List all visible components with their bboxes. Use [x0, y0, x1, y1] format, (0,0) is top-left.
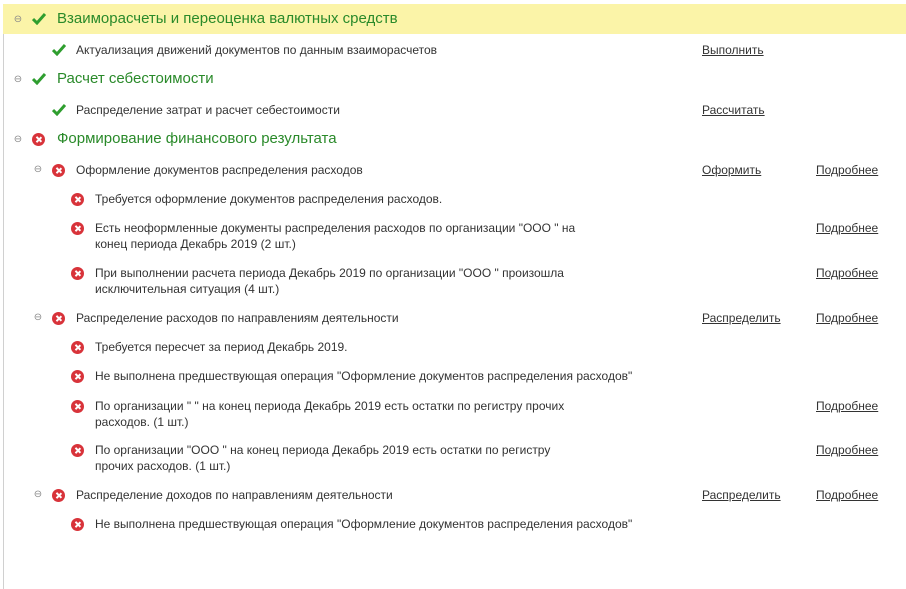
error-icon	[71, 222, 84, 235]
register-link[interactable]: Оформить	[702, 163, 762, 177]
error-icon	[71, 267, 84, 280]
error-icon	[71, 341, 84, 354]
section-title-financial-result[interactable]: Формирование финансового результата	[57, 130, 337, 147]
error-message-line2: исключительная ситуация (4 шт.)	[95, 282, 280, 296]
operation-label: Распределение доходов по направлениям деятельности	[76, 488, 393, 502]
operation-label: Распределение затрат и расчет себестоимости	[76, 103, 340, 117]
details-link[interactable]: Подробнее	[816, 221, 879, 235]
details-link[interactable]: Подробнее	[816, 399, 879, 413]
check-icon	[52, 104, 64, 116]
check-icon	[52, 44, 64, 56]
panel-border	[3, 34, 4, 589]
error-icon	[52, 164, 65, 177]
error-icon	[52, 312, 65, 325]
error-icon	[71, 400, 84, 413]
error-icon	[71, 444, 84, 457]
collapse-icon[interactable]: ⊖	[13, 134, 23, 145]
error-message-line2: расходов. (1 шт.)	[95, 415, 189, 429]
error-message-line1: При выполнении расчета периода Декабрь 2019 по организации "ООО " произошла	[95, 266, 564, 280]
error-message: Требуется оформление документов распределения расходов.	[95, 192, 443, 206]
error-message: Не выполнена предшествующая операция "Оформление документов распределения расходов"	[95, 517, 633, 531]
error-message-line2: прочих расходов. (1 шт.)	[95, 459, 231, 473]
error-message-line1: По организации "ООО " на конец периода Декабрь 2019 есть остатки по регистру	[95, 443, 551, 457]
collapse-icon[interactable]: ⊖	[33, 164, 43, 175]
error-icon	[32, 133, 45, 146]
distribute-link[interactable]: Распределить	[702, 311, 781, 325]
collapse-icon[interactable]: ⊖	[33, 489, 43, 500]
check-icon	[32, 73, 44, 85]
distribute-link[interactable]: Распределить	[702, 488, 781, 502]
details-link[interactable]: Подробнее	[816, 163, 879, 177]
calculate-link[interactable]: Рассчитать	[702, 103, 765, 117]
details-link[interactable]: Подробнее	[816, 266, 879, 280]
error-message: Не выполнена предшествующая операция "Оформление документов распределения расходов"	[95, 369, 633, 383]
operation-label: Распределение расходов по направлениям деятельности	[76, 311, 399, 325]
operation-label: Актуализация движений документов по данным взаиморасчетов	[76, 43, 438, 57]
details-link[interactable]: Подробнее	[816, 443, 879, 457]
execute-link[interactable]: Выполнить	[702, 43, 764, 57]
operation-label: Оформление документов распределения расходов	[76, 163, 363, 177]
error-icon	[71, 518, 84, 531]
details-link[interactable]: Подробнее	[816, 311, 879, 325]
error-icon	[71, 370, 84, 383]
section-title-mutual-settlements[interactable]: Взаиморасчеты и переоценка валютных средств	[57, 10, 398, 27]
error-message-line1: Есть неоформленные документы распределения расходов по организации "ООО " на	[95, 221, 576, 235]
error-message-line2: конец периода Декабрь 2019 (2 шт.)	[95, 237, 296, 251]
check-icon	[32, 13, 44, 25]
error-message: Требуется пересчет за период Декабрь 2019.	[95, 340, 348, 354]
collapse-icon[interactable]: ⊖	[13, 74, 23, 85]
error-icon	[52, 489, 65, 502]
details-link[interactable]: Подробнее	[816, 488, 879, 502]
collapse-icon[interactable]: ⊖	[13, 14, 23, 25]
error-message-line1: По организации " " на конец периода Декабрь 2019 есть остатки по регистру прочих	[95, 399, 565, 413]
section-title-cost-calculation[interactable]: Расчет себестоимости	[57, 70, 214, 87]
error-icon	[71, 193, 84, 206]
collapse-icon[interactable]: ⊖	[33, 312, 43, 323]
